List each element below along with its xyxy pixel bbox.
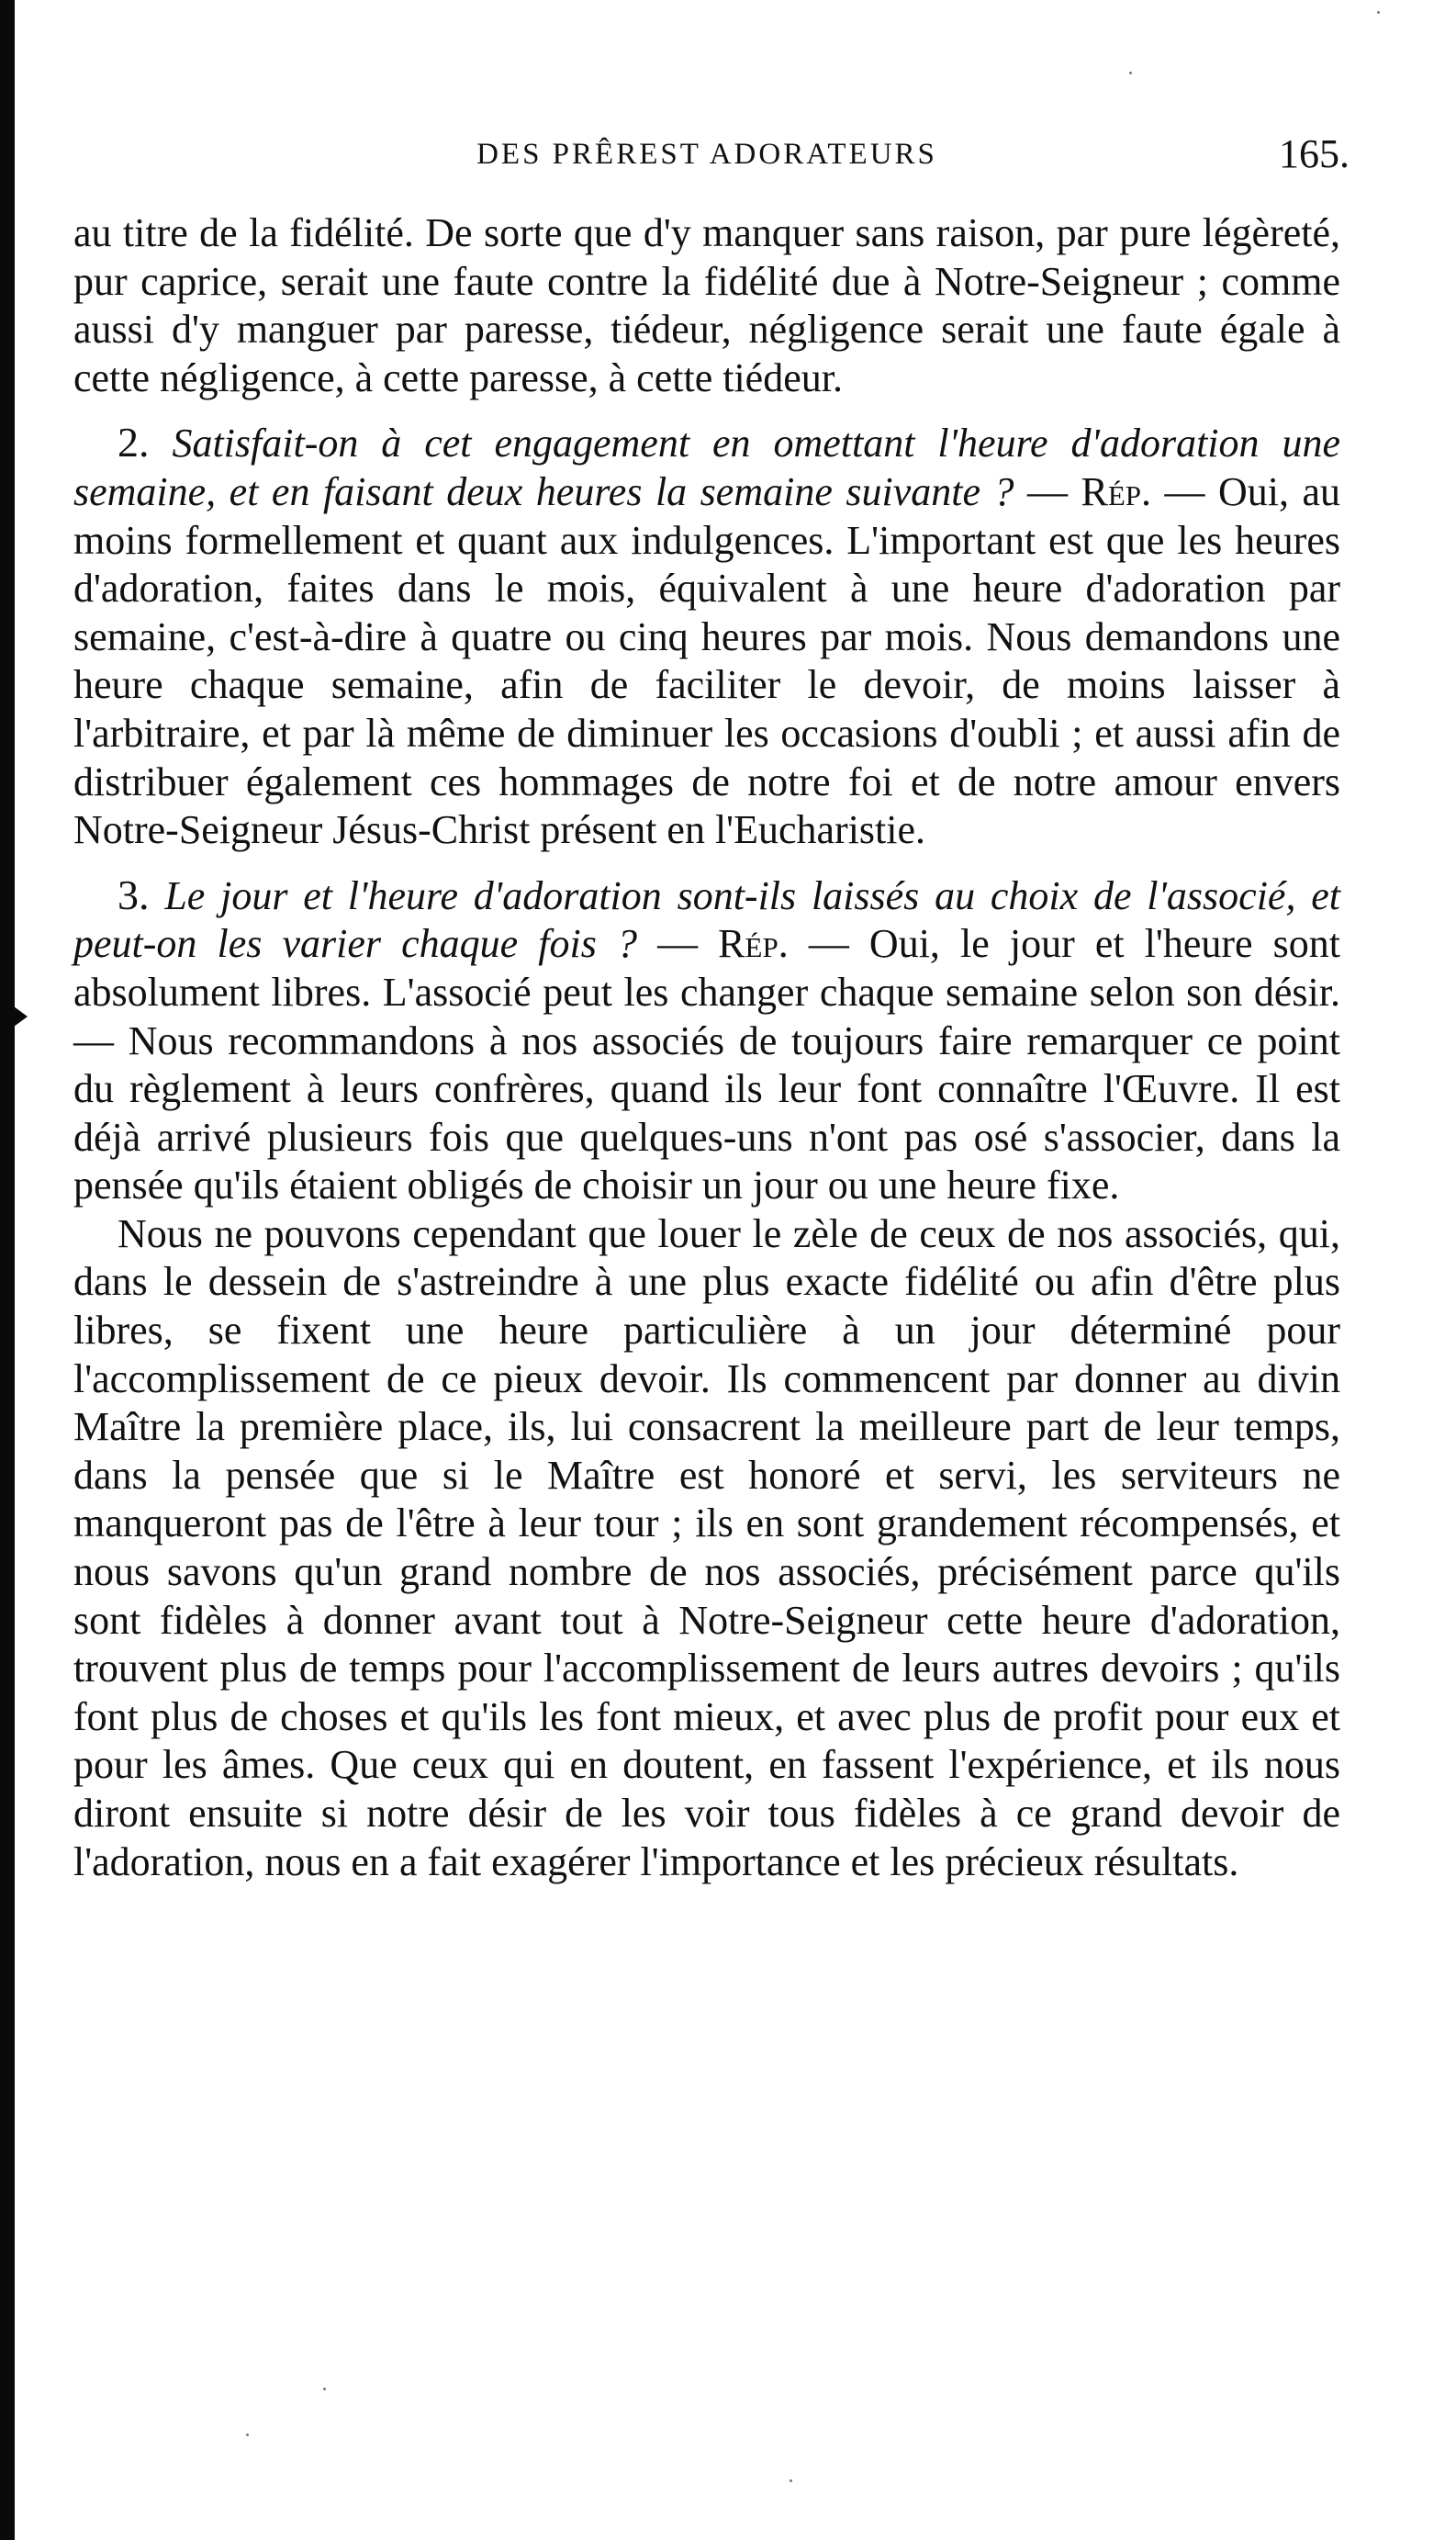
response-label: Rép. [718,921,789,967]
em-dash: — [1164,468,1205,514]
paper-speck [246,2433,249,2436]
book-page [73,131,1350,1886]
binding-notch [0,996,28,1037]
paper-speck [1129,72,1132,74]
em-dash: — [1026,468,1068,514]
answer-text: Oui, le jour et l'heure sont absolument libres. L'associé peut les changer chaque semaine selon son désir. — Nous recommandons à nos associés de toujours faire remarquer ce point du règlement à leurs confrères, quand ils leur font connaître l'Œuvre. Il est déjà arrivé plusieurs fois que quelques-uns n'ont pas osé s'associer, dans la pensée qu'ils étaient obligés de choisir un jour ou une heure fixe. [73,921,1341,1208]
running-header [73,131,1350,193]
answer-text: Oui, au moins formellement et quant aux indulgences. L'important est que les heures d'adoration, faites dans le mois, équivalent à une heure d'adoration par semaine, c'est-à-dire à quatre ou cinq heures par mois. Nous demandons une heure chaque semaine, afin de faciliter le devoir, de moins laisser à l'arbitraire, et par là même de diminuer les occasions d'oubli ; et aussi afin de distribuer également ces hommages de notre foi et de notre amour envers Notre-Seigneur Jésus-Christ présent en l'Eucharistie. [73,468,1341,853]
em-dash: — [657,921,699,967]
running-title: DES PRÊREST ADORATEURS [476,138,937,171]
body-text [73,209,1340,1886]
em-dash: — [808,921,849,967]
response-label: Rép. [1081,468,1152,514]
paragraph-4: Nous ne pouvons cependant que louer le zèle de ceux de nos associés, qui, dans le dessein de s'astreindre à une plus exacte fidélité ou afin d'être plus libres, se fixent une heure particulière à un jour déterminé pour l'accomplissement de ce pieux devoir. Ils commencent par donner au divin Maître la première place, ils, lui consacrent la meilleure part de leur temps, dans la pensée que si le Maître est honoré et servi, les serviteurs ne manqueront pas de l'être à leur tour ; ils en sont grandement récompensés, et nous savons qu'un grand nombre de nos associés, précisément parce qu'ils sont fidèles à donner avant tout à Notre-Seigneur cette heure d'adoration, trouvent plus de temps pour l'accomplissement de leurs autres devoirs ; qu'ils font plus de choses et qu'ils les font mieux, et avec plus de profit pour eux et pour les âmes. Que ceux qui en doutent, en fassent l'expérience, et ils nous diront ensuite si notre désir de les voir tous fidèles à ce grand devoir de l'adoration, nous en a fait exagérer l'importance et les précieux résultats. [73,1210,1340,1884]
paper-speck [323,2388,326,2390]
question-number: 3. [118,871,150,918]
question-number: 2. [118,419,150,466]
page-binding-edge [0,0,15,2540]
paper-speck [1377,11,1380,14]
paper-speck [790,2479,792,2482]
page-number: 165. [1279,131,1350,176]
question-text: Satisfait-on à cet engagement en omettant l'heure d'adoration une semaine, et en faisant deux heures la semaine suivante ? [73,421,1340,514]
paragraph-1: au titre de la fidélité. De sorte que d'y manquer sans raison, par pure légèreté, pur caprice, serait une faute contre la fidélité due à Notre-Seigneur ; comme aussi d'y manguer par paresse, tiédeur, négligence serait une faute égale à cette négligence, à cette paresse, à cette tiédeur. [73,210,1340,400]
question-text: Le jour et l'heure d'adoration sont-ils laissés au choix de l'associé, et peut-on les varier chaque fois ? [73,872,1341,967]
paragraph-3 [73,871,1340,1210]
paragraph-2 [73,419,1340,854]
